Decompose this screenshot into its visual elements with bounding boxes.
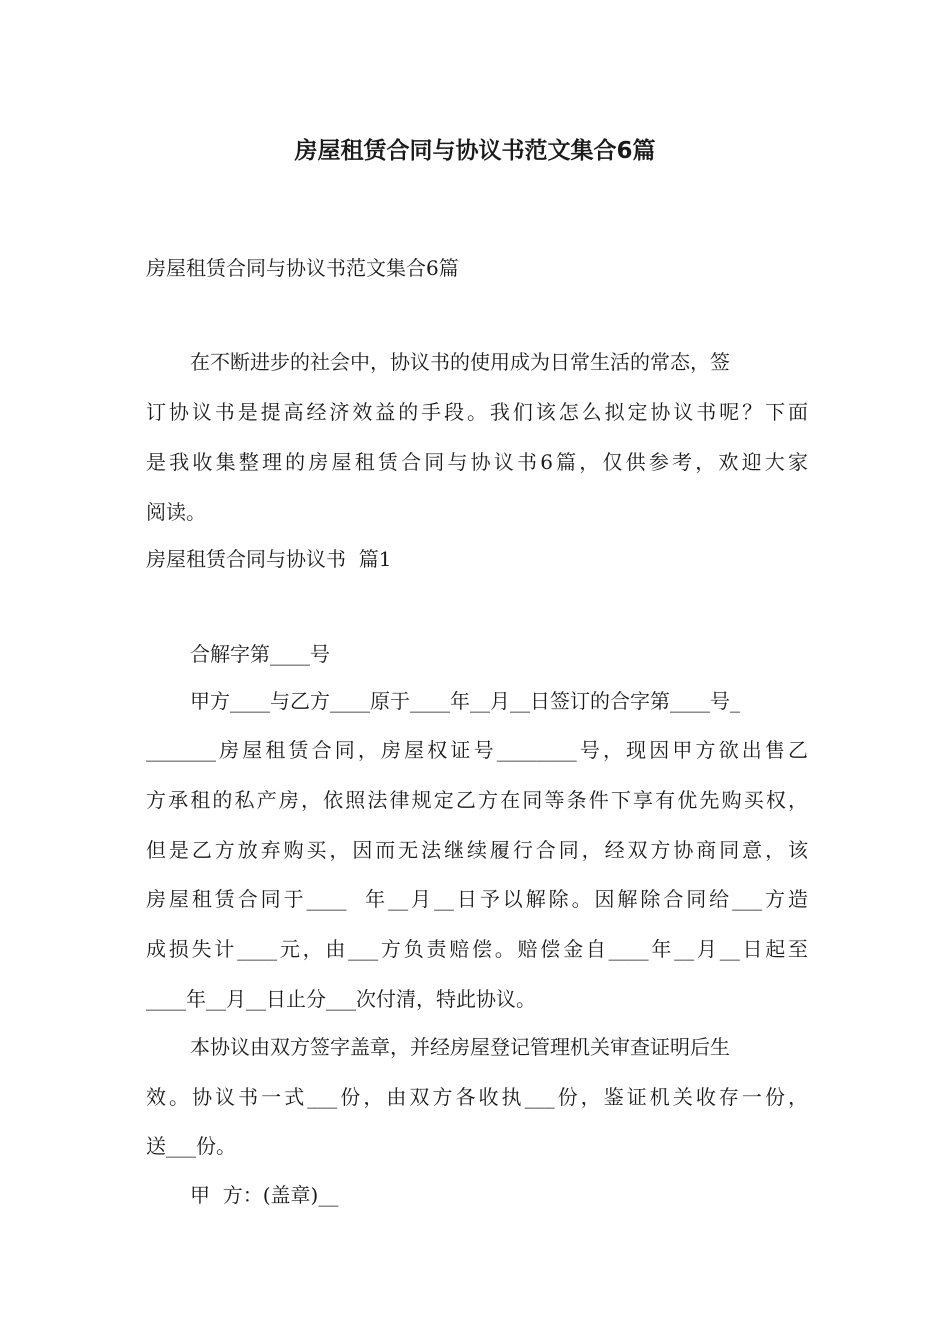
intro-line: 订协议书是提高经济效益的手段。我们该怎么拟定协议书呢？下面: [146, 400, 808, 424]
section-heading: 房屋租赁合同与协议书 篇1: [146, 547, 392, 571]
document-number-line: 合解字第____号: [190, 642, 330, 666]
body-line: 甲方____与乙方____原于____年__月__日签订的合字第____号_: [190, 689, 740, 713]
body-line: 房屋租赁合同于____ 年__月__日予以解除。因解除合同给___方造: [146, 887, 808, 911]
body-line: _______房屋租赁合同，房屋权证号________号，现因甲方欲出售乙: [146, 738, 808, 762]
document-subtitle: 房屋租赁合同与协议书范文集合6篇: [146, 256, 459, 280]
body-line: 本协议由双方签字盖章，并经房屋登记管理机关审查证明后生: [190, 1035, 730, 1059]
body-line: 送___份。: [146, 1134, 236, 1158]
body-line: ____年__月__日止分___次付清，特此协议。: [146, 987, 536, 1011]
intro-line: 在不断进步的社会中，协议书的使用成为日常生活的常态，签: [190, 350, 730, 374]
document-title: 房屋租赁合同与协议书范文集合6篇: [294, 138, 656, 164]
intro-line: 阅读。: [146, 500, 206, 524]
party-a-signature-line: 甲 方：(盖章)__: [190, 1183, 339, 1207]
body-line: 成损失计____元，由___方负责赔偿。赔偿金自____年__月__日起至: [146, 937, 808, 961]
body-line: 但是乙方放弃购买，因而无法继续履行合同，经双方协商同意，该: [146, 838, 808, 862]
body-line: 效。协议书一式___份，由双方各收执___份，鉴证机关收存一份，: [146, 1085, 808, 1109]
intro-line: 是我收集整理的房屋租赁合同与协议书6篇，仅供参考，欢迎大家: [146, 450, 808, 474]
body-line: 方承租的私产房，依照法律规定乙方在同等条件下享有优先购买权，: [146, 788, 808, 812]
